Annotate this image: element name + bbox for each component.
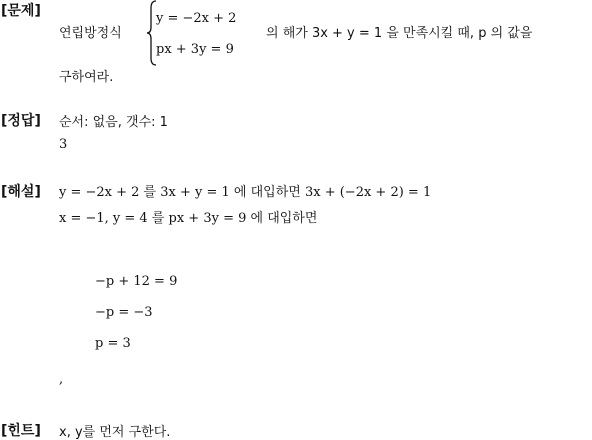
explanation-step1: −p + 12 = 9: [95, 274, 178, 289]
problem-line2: 구하여라.: [59, 70, 114, 85]
problem-condition: 의 해가 3x + y = 1 을 만족시킬 때, p 의 값을: [266, 26, 533, 41]
answer-meta: 순서: 없음, 갯수: 1: [59, 115, 168, 130]
hint-text: x, y를 먼저 구한다.: [59, 425, 171, 440]
explanation-tag: [해설]: [1, 184, 41, 200]
system-eq1: y = −2x + 2: [156, 11, 237, 26]
problem-intro: 연립방정식: [59, 26, 122, 41]
explanation-step2: −p = −3: [95, 305, 153, 320]
explanation-step3: p = 3: [95, 336, 131, 351]
hint-tag: [힌트]: [1, 423, 41, 439]
explanation-comma: ,: [59, 372, 64, 387]
explanation-line1: y = −2x + 2 를 3x + y = 1 에 대입하면 3x + (−2x + 2) = 1: [59, 185, 432, 200]
answer-value: 3: [59, 137, 68, 152]
explanation-line2: x = −1, y = 4 를 px + 3y = 9 에 대입하면: [59, 211, 318, 226]
answer-tag: [정답]: [1, 113, 41, 129]
system-eq2: px + 3y = 9: [156, 42, 234, 57]
problem-tag: [문제]: [1, 3, 41, 19]
